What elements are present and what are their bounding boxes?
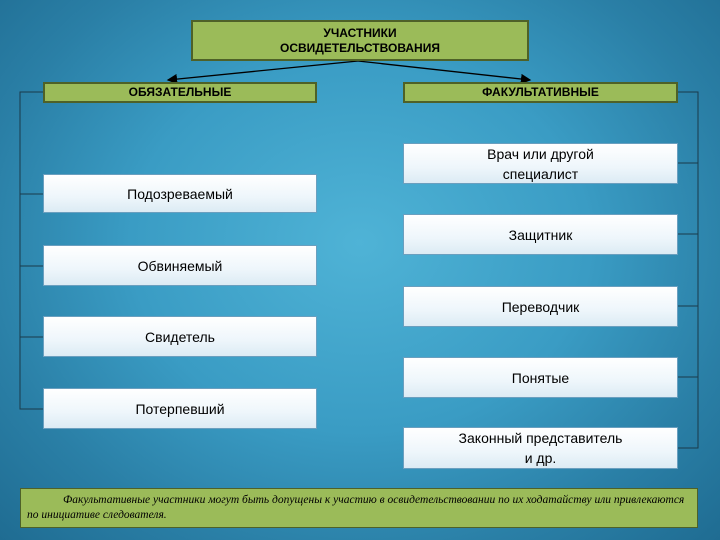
- mandatory-item-victim: Потерпевший: [43, 388, 317, 429]
- title-box: [191, 20, 529, 61]
- mandatory-item-witness: Свидетель: [43, 316, 317, 357]
- mandatory-header-label: ОБЯЗАТЕЛЬНЫЕ: [128, 85, 232, 99]
- optional-item-doctor: Врач или другой специалист: [403, 143, 678, 184]
- diagram-title: УЧАСТНИКИ ОСВИДЕТЕЛЬСТВОВАНИЯ: [280, 25, 440, 55]
- arrow-to-mandatory: [168, 61, 358, 80]
- optional-header: [403, 82, 678, 103]
- mandatory-item-suspect: Подозреваемый: [43, 174, 317, 213]
- optional-item-attesting-witnesses: Понятые: [403, 357, 678, 398]
- mandatory-header: [43, 82, 317, 103]
- optional-item-defender: Защитник: [403, 214, 678, 255]
- optional-bracket: [678, 92, 698, 448]
- mandatory-bracket: [20, 92, 43, 409]
- optional-header-label: ФАКУЛЬТАТИВНЫЕ: [482, 85, 599, 99]
- footnote: Факультативные участники могут быть допущены к участию в освидетельствовании по их ходатайству или привлекаются по инициативе следователя.: [20, 488, 698, 528]
- optional-item-legal-representative: Законный представитель и др.: [403, 427, 678, 469]
- optional-item-interpreter: Переводчик: [403, 286, 678, 327]
- mandatory-item-accused: Обвиняемый: [43, 245, 317, 286]
- arrow-to-optional: [358, 61, 530, 80]
